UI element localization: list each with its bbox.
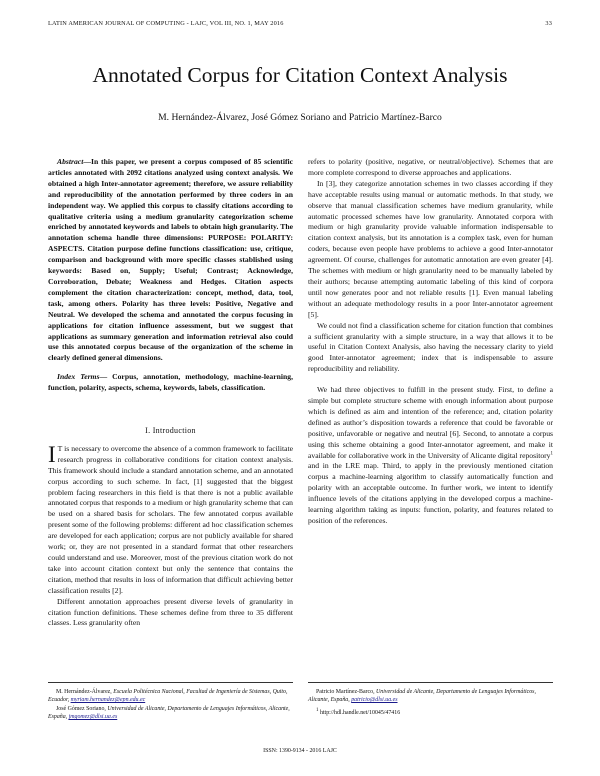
paper-title: Annotated Corpus for Citation Context Analysis xyxy=(92,63,508,87)
fn3-affil: Universidad de Alicante, Departamento de Lenguajes Informáticos, Alicante, España, xyxy=(308,689,536,704)
fn1-email-link[interactable]: myriam.hernandez@epn.edu.ec xyxy=(70,697,146,704)
page-number: 33 xyxy=(545,20,552,27)
abstract-label: Abstract xyxy=(57,157,84,166)
fn2-email-link[interactable]: jmgomez@dlsi.ua.es xyxy=(68,714,118,721)
right-paragraph-3: We could not find a classification scheme for citation function that combines a sufficient granularity with a simple structure, in a way that allows it to be useful in Citation Context Analysis, also having the necessary clarity to yield good Inter-annotator agreement; index that is indispensable to assure reproducibility and reliability. xyxy=(308,320,553,374)
right-column xyxy=(308,157,553,527)
footnote-author-3 xyxy=(308,688,553,705)
fn2-name: José Gómez Soriano, xyxy=(56,705,108,712)
index-terms xyxy=(48,372,293,394)
drop-cap: I xyxy=(48,441,56,467)
fn3-email-link[interactable]: patricio@dlsi.ua.es xyxy=(351,697,398,704)
abstract xyxy=(48,157,293,364)
intro-paragraph-2: Different annotation approaches present diverse levels of granularity in citation function definitions. These schemes define from three to 35 different classes. Less granularity often xyxy=(48,596,293,628)
footnote-rule-right xyxy=(308,682,553,683)
footnote-rule-left xyxy=(48,682,293,683)
intro-paragraph-1 xyxy=(48,441,293,597)
issn-footer: ISSN: 1390-9134 - 2016 LAJC xyxy=(263,748,337,754)
right-paragraph-4 xyxy=(308,385,553,527)
footnote-author-1 xyxy=(48,688,293,705)
author-list: M. Hernández-Álvarez, José Gómez Soriano and Patricio Martínez-Barco xyxy=(158,112,442,123)
footnote-url xyxy=(308,709,553,717)
right-paragraph-4-a: We had three objectives to fulfill in the present study. First, to define a simple but complete structure scheme with enough information about purpose which is defined as aim and intention of the reference; and, citation polarity defined as author’s disposition towards a reference that could be favorable or positive, unfavorable or negative and neutral [6]. Second, to annotate a corpus using this scheme obtaining a good Inter-annotator agreement, and make it available for collaborative work in the University of Alicante digital repository xyxy=(308,385,553,460)
footnote-marker: 1 xyxy=(550,451,553,457)
intro-paragraph-1-text: T is necessary to overcome the absence of a common framework to facilitate research progress in collaborative conditions for citation context analysis. This framework should include a standard annotation scheme, and an annotated corpus according to such scheme. In fact, [1] suggested that the biggest problem facing researchers in this field is that there is not a public available annotated corpus that responds to a medium or high granularity scheme that can be used on a shared basis for scholars. The few annotated corpus available present some of the following problems: different ad hoc classification schemes are developed for each application; corpus are not publicly available for shared work; or, they are not presented in a standard format that other researchers could understand and use. Moreover, most of the previous citation work do not take into account citation context but only the sentence that contains the citation, method that results in loss of information that difficult achieving better classification results [2]. xyxy=(48,443,293,595)
fn1-affil: Escuela Politécnica Nacional, Facultad de Ingeniería de Sistemas, Quito, Ecuador, xyxy=(48,689,288,704)
right-paragraph-1: refers to polarity (positive, negative, or neutral/objective). Schemes that are more complete correspond to diverse approaches and applications. xyxy=(308,157,553,177)
fn4-url-link[interactable]: http://hdl.handle.net/10045/47416 xyxy=(318,709,401,716)
footnote-author-2 xyxy=(48,705,293,722)
fn1-name: M. Hernández-Álvarez, xyxy=(56,689,114,695)
fn3-name: Patricio Martínez-Barco, xyxy=(316,689,377,695)
right-paragraph-4-b: and in the LRE map. Third, to apply in the previously mentioned citation corpus a machine-learning algorithm to classify automatically function and polarity with an acceptable outcome. In further work, we intent to identify influence levels of the citations applying in the developed corpus a machine-learning algorithm taking as inputs: function, polarity, and features related to position of the references. xyxy=(308,461,553,525)
fn4-marker: 1 xyxy=(316,707,319,713)
right-paragraph-2: In [3], they categorize annotation schemes in two classes according if they have acceptable results using manual or automatic methods. In that study, we observe that manual classification schemes have medium granularity, while automatic processed schemes have low granularity. Annotated corpora with medium or high granularity provide valuable information indispensable to citation context analysis, but its annotation is a complex task, even for human coders, because even people have problems to achieve a good Inter-annotator agreement. Of course, challenges for automatic annotation are even greater [4]. The schemes with medium or high granularity need to be manually labeled by their authors; because attempting automatic labeling of this kind of corpora until now generates poor and not reliable results [1]. Even manual labeling without an adequate methodology results in a poor Inter-annotator agreement [5]. xyxy=(308,178,553,319)
footnotes-left xyxy=(48,688,293,722)
footnotes-right xyxy=(308,688,553,717)
abstract-text: —In this paper, we present a corpus composed of 85 scientific articles annotated with 2092 citations analyzed using context analysis. We obtained a high Inter-annotator agreement; therefore, we assure reliability and reproducibility of the annotation performed by three coders in an independent way. We applied this corpus to classify citations according to qualitative criteria using a medium granularity categorization scheme enriched by annotated keywords and labels to obtain high granularity. The annotation schema handle three dimensions: PURPOSE: POLARITY: ASPECTS. Citation purpose define functions classification: use, critique, comparison and background with more specific classes stablished using keywords: Based on, Supply; Useful; Contrast; Acknowledge, Corroboration, Debate; Weakness and Hedges. Citation aspects complement the citation characterization: concept, method, data, tool, task, among others. Polarity has three levels: Positive, Negative and Neutral. We developed the schema and annotated the corpus focusing in applications for citation influence assessment, but we suggest that applications as summary generation and information retrieval also could use this annotated corpus because of the organization of the scheme in clearly defined general dimensions. xyxy=(48,157,293,363)
section-heading: I. Introduction xyxy=(145,426,196,436)
index-terms-label: Index Terms xyxy=(57,372,100,382)
index-terms-text: — Corpus, annotation, methodology, machine-learning, function, polarity, aspects, schema, keywords, labels, classification. xyxy=(48,372,293,393)
left-column xyxy=(48,157,293,629)
fn2-affil: Universidad de Alicante, Departamento de Lenguajes Informáticos, Alicante, España, xyxy=(48,705,290,721)
running-header: LATIN AMERICAN JOURNAL OF COMPUTING - LAJC, VOL III, NO. 1, MAY 2016 xyxy=(48,20,284,27)
